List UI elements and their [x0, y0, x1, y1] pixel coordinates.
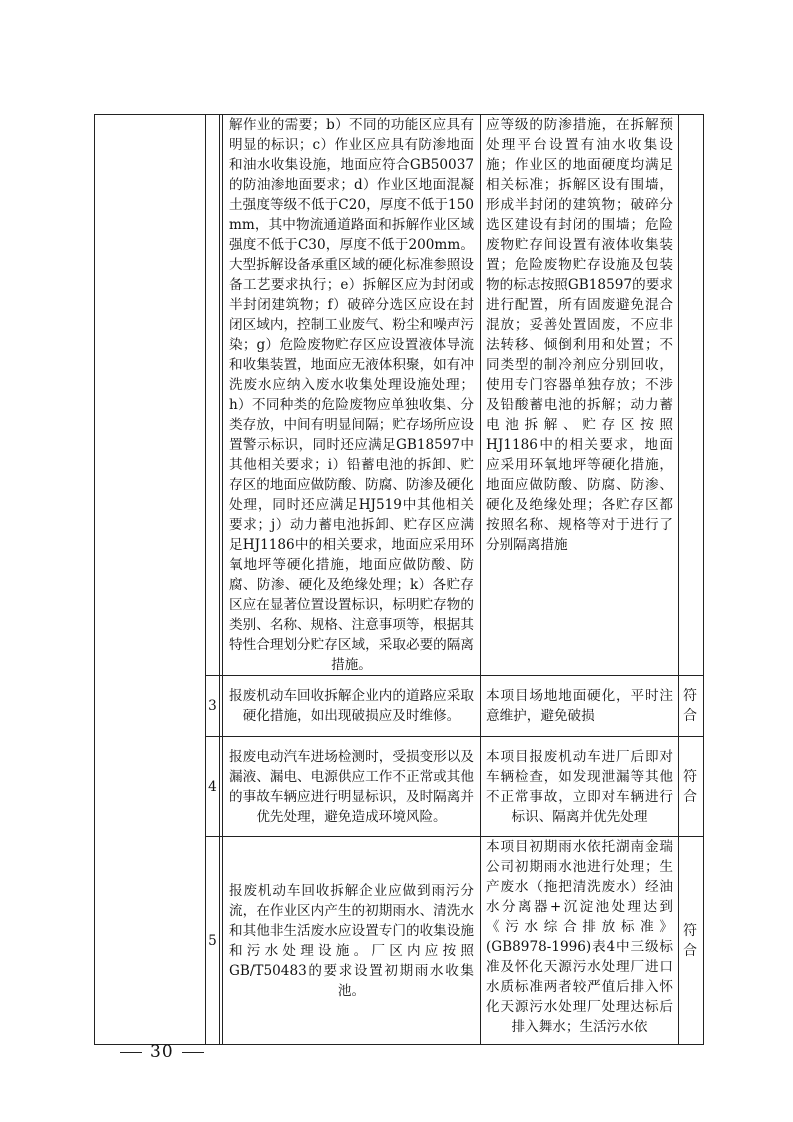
compliance-table — [94, 114, 704, 1045]
situation-text: 应等级的防渗措施，在拆解预处理平台设置有油水收集设施；作业区的地面硬度均满足相关标准；拆解区设有围墙，形成半封闭的建筑物；破碎分选区建设有封闭的围墙；危险废物贮存间设置有液体收集装置；危险废物贮存设施及包装物的标志按照GB18597的要求进行配置，所有固废避免混合混放；妥善处置固废，不应非法转移、倾倒利用和处置；不同类型的制冷剂应分别回收，使用专门容器单独存放；不涉及铅酸蓄电池的拆解；动力蓄电池拆解、贮存区按照HJ1186中的相关要求，地面应采用环氧地坪等硬化措施，地面应做防酸、防腐、防渗、硬化及绝缘处理；各贮存区都按照名称、规格等对于进行了分别隔离措施 — [486, 117, 673, 553]
situation-cell — [481, 115, 679, 676]
requirement-cell — [223, 115, 481, 676]
requirement-text: 解作业的需要；b）不同的功能区应具有明显的标识；c）作业区应具有防渗地面和油水收集设施，地面应符合GB50037的防油渗地面要求；d）作业区地面混凝土强度等级不低于C20，厚度不低于150 mm，其中物流通道路面和拆解作业区域强度不低于C30，厚度不低于200mm。大型拆解设备承重区域的硬化标准参照设备工艺要求执行；e）拆解区应为封闭或半封闭建筑物；f）破碎分选区应设在封闭区域内，控制工业废气、粉尘和噪声污染；g）危险废物贮存区应设置液体导流和收集装置，地面应无液体积聚，如有冲洗废水应纳入废水收集处理设施处理；h）不同种类的危险废物应单独收集、分类存放，中间有明显间隔；贮存场所应设置警示标识，同时还应满足GB18597中其他相关要求；i）铅蓄电池的拆卸、贮存区的地面应做防酸、防腐、防渗及硬化处理，同时还应满足HJ519中其他相关要求；j）动力蓄电池拆卸、贮存区应满足HJ1186中的相关要求，地面应采用环氧地坪等硬化措施，地面应做防酸、防腐、防渗、硬化及绝缘处理；k）各贮存区应在显著位置设置标识，标明贮存物的类别、名称、规格、注意事项等，根据其特性合理划分贮存区域，采取必要的隔离措施。 — [229, 117, 474, 673]
page-number: 30 — [150, 1042, 174, 1062]
requirement-text: 报废机动车回收拆解企业应做到雨污分流，在作业区内产生的初期雨水、清洗水和其他非生活废水应设置专门的收集设施和污水处理设施。厂区内应按照GB/T50483的要求设置初期雨水收集池。 — [229, 882, 474, 999]
table-row — [95, 115, 704, 676]
requirement-cell — [223, 837, 481, 1045]
requirement-cell — [223, 737, 481, 837]
row-number: 4 — [208, 778, 217, 795]
row-number-cell — [206, 837, 220, 1045]
situation-cell — [481, 737, 679, 837]
result-cell — [679, 737, 704, 837]
situation-text: 本项目报废机动车进厂后即对车辆检查，如发现泄漏等其他不正常事故，立即对车辆进行标识、隔离并优先处理 — [486, 748, 673, 825]
result-cell — [679, 676, 704, 737]
row-number-cell — [206, 737, 220, 837]
situation-text: 本项目初期雨水依托湖南金瑞公司初期雨水池进行处理；生产废水（拖把清洗废水）经油水分离器+沉淀池处理达到《污水综合排放标准》(GB8978-1996)表4中三级标准及怀化天源污水处理厂进口水质标准两者较严值后排入怀化天源污水处理厂处理达标后排入舞水；生活污水依 — [486, 839, 673, 1035]
result-text: 符合 — [683, 922, 699, 959]
footer-dash-right — [182, 1052, 204, 1053]
requirement-cell — [223, 676, 481, 737]
result-text: 符合 — [683, 768, 699, 805]
row-number-cell — [206, 676, 220, 737]
requirement-text: 报废电动汽车进场检测时，受损变形以及漏液、漏电、电源供应工作不正常或其他的事故车辆应进行明显标识，及时隔离并优先处理，避免造成环境风险。 — [229, 748, 474, 825]
situation-cell — [481, 837, 679, 1045]
situation-cell — [481, 676, 679, 737]
row-number: 5 — [208, 932, 217, 949]
row-number: 3 — [208, 698, 217, 714]
outer-category-cell — [95, 115, 206, 1045]
page-footer — [112, 1042, 212, 1062]
situation-text: 本项目场地地面硬化，平时注意维护，避免破损 — [486, 688, 673, 724]
result-cell — [679, 837, 704, 1045]
requirement-text: 报废机动车回收拆解企业内的道路应采取硬化措施，如出现破损应及时维修。 — [229, 688, 474, 724]
result-cell — [679, 115, 704, 676]
footer-dash-left — [120, 1052, 142, 1053]
row-number-cell — [206, 115, 220, 676]
result-text: 符合 — [683, 688, 699, 724]
